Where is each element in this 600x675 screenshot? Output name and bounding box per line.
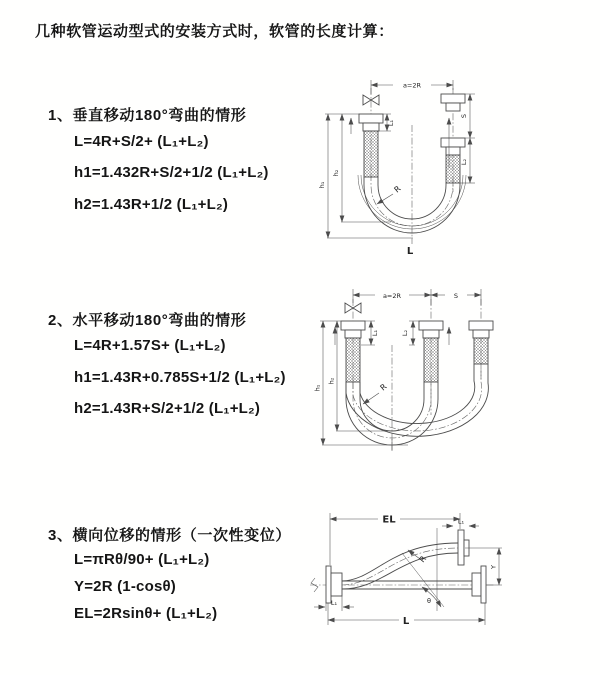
dimension-a2r <box>371 80 453 94</box>
dim-label-h2: h₂ <box>327 377 336 385</box>
dim-label-l2: L₂ <box>401 329 409 337</box>
left-pipe-assembly <box>351 114 383 177</box>
section-2-heading: 2、水平移动180°弯曲的情形 <box>48 312 247 329</box>
section-3-formula-EL: EL=2Rsinθ+ (L₁+L₂) <box>74 605 218 622</box>
angle-construction <box>402 528 444 611</box>
dim-label-r: R <box>392 184 403 195</box>
section-3-formula-L: L=πRθ/90+ (L₁+L₂) <box>74 551 210 568</box>
diagram-vertical-180-bend <box>313 70 503 260</box>
dim-label-l1: L₁ <box>371 329 379 337</box>
dim-label-h1: h₁ <box>313 384 322 392</box>
diagram-lateral-displacement <box>302 503 597 643</box>
dim-label-s: S <box>453 291 459 300</box>
dimension-l1-bottom <box>314 596 354 611</box>
section-1-formula-h2: h2=1.43R+1/2 (L₁+L₂) <box>74 196 229 213</box>
dimension-l2 <box>401 321 419 345</box>
dim-label-l2: L₂ <box>460 158 468 166</box>
dim-label-el: EL <box>382 514 396 526</box>
straight-pipe-original-position <box>342 566 486 603</box>
diagram-horizontal-180-bend <box>313 283 585 468</box>
section-3-heading: 3、横向位移的情形（一次性变位） <box>48 527 291 544</box>
dim-label-s: S <box>460 113 468 119</box>
dim-label-l1: L₁ <box>387 119 395 127</box>
dim-label-l1-bottom: L₁ <box>330 599 338 607</box>
page-title: 几种软管运动型式的安装方式时，软管的长度计算： <box>35 23 394 40</box>
displaced-flange <box>458 530 469 565</box>
braided-hose-section <box>446 155 460 183</box>
dim-label-a2r: a=2R <box>382 291 402 300</box>
left-pipe-assembly <box>335 321 365 382</box>
dim-label-theta: θ <box>427 597 431 605</box>
braided-hose-section <box>346 338 360 382</box>
section-2-formula-h2: h2=1.43R+S/2+1/2 (L₁+L₂) <box>74 400 261 417</box>
right-pipe-assembly <box>441 94 465 183</box>
dimension-a2r <box>353 289 481 305</box>
dimension-h2 <box>332 114 391 222</box>
section-2-formula-L: L=4R+1.57S+ (L₁+L₂) <box>74 337 226 354</box>
braided-hose-section <box>364 131 378 177</box>
section-1-formula-h1: h1=1.432R+S/2+1/2 (L₁+L₂) <box>74 164 269 181</box>
middle-pipe-assembly <box>419 321 449 382</box>
dim-label-l1-top: L₁ <box>457 517 465 526</box>
dim-label-a2r: a=2R <box>402 81 422 90</box>
centerlines <box>353 299 482 451</box>
braided-hose-section <box>424 338 438 382</box>
radius-callout <box>377 184 403 204</box>
section-3-formula-Y: Y=2R (1-cosθ) <box>74 578 176 595</box>
radius-callout <box>363 382 389 404</box>
dim-label-h2: h₂ <box>332 169 340 177</box>
dim-label-h1: h₁ <box>318 181 326 189</box>
section-1-heading: 1、垂直移动180°弯曲的情形 <box>48 107 247 124</box>
dimension-l <box>328 603 485 627</box>
dim-label-r: R <box>378 382 389 393</box>
section-2-formula-h1: h1=1.43R+0.785S+1/2 (L₁+L₂) <box>74 369 286 386</box>
dimension-s <box>431 292 481 300</box>
right-pipe-assembly <box>469 321 493 364</box>
dim-label-r: R <box>417 554 429 565</box>
hose-u-bends <box>346 364 488 450</box>
dim-label-l-total: L <box>406 246 414 257</box>
section-1-formula-L: L=4R+S/2+ (L₁+L₂) <box>74 133 209 150</box>
dim-label-y: Y <box>489 565 498 569</box>
braided-hose-section <box>474 338 488 364</box>
left-flange <box>326 566 342 603</box>
dim-label-l: L <box>402 616 410 627</box>
